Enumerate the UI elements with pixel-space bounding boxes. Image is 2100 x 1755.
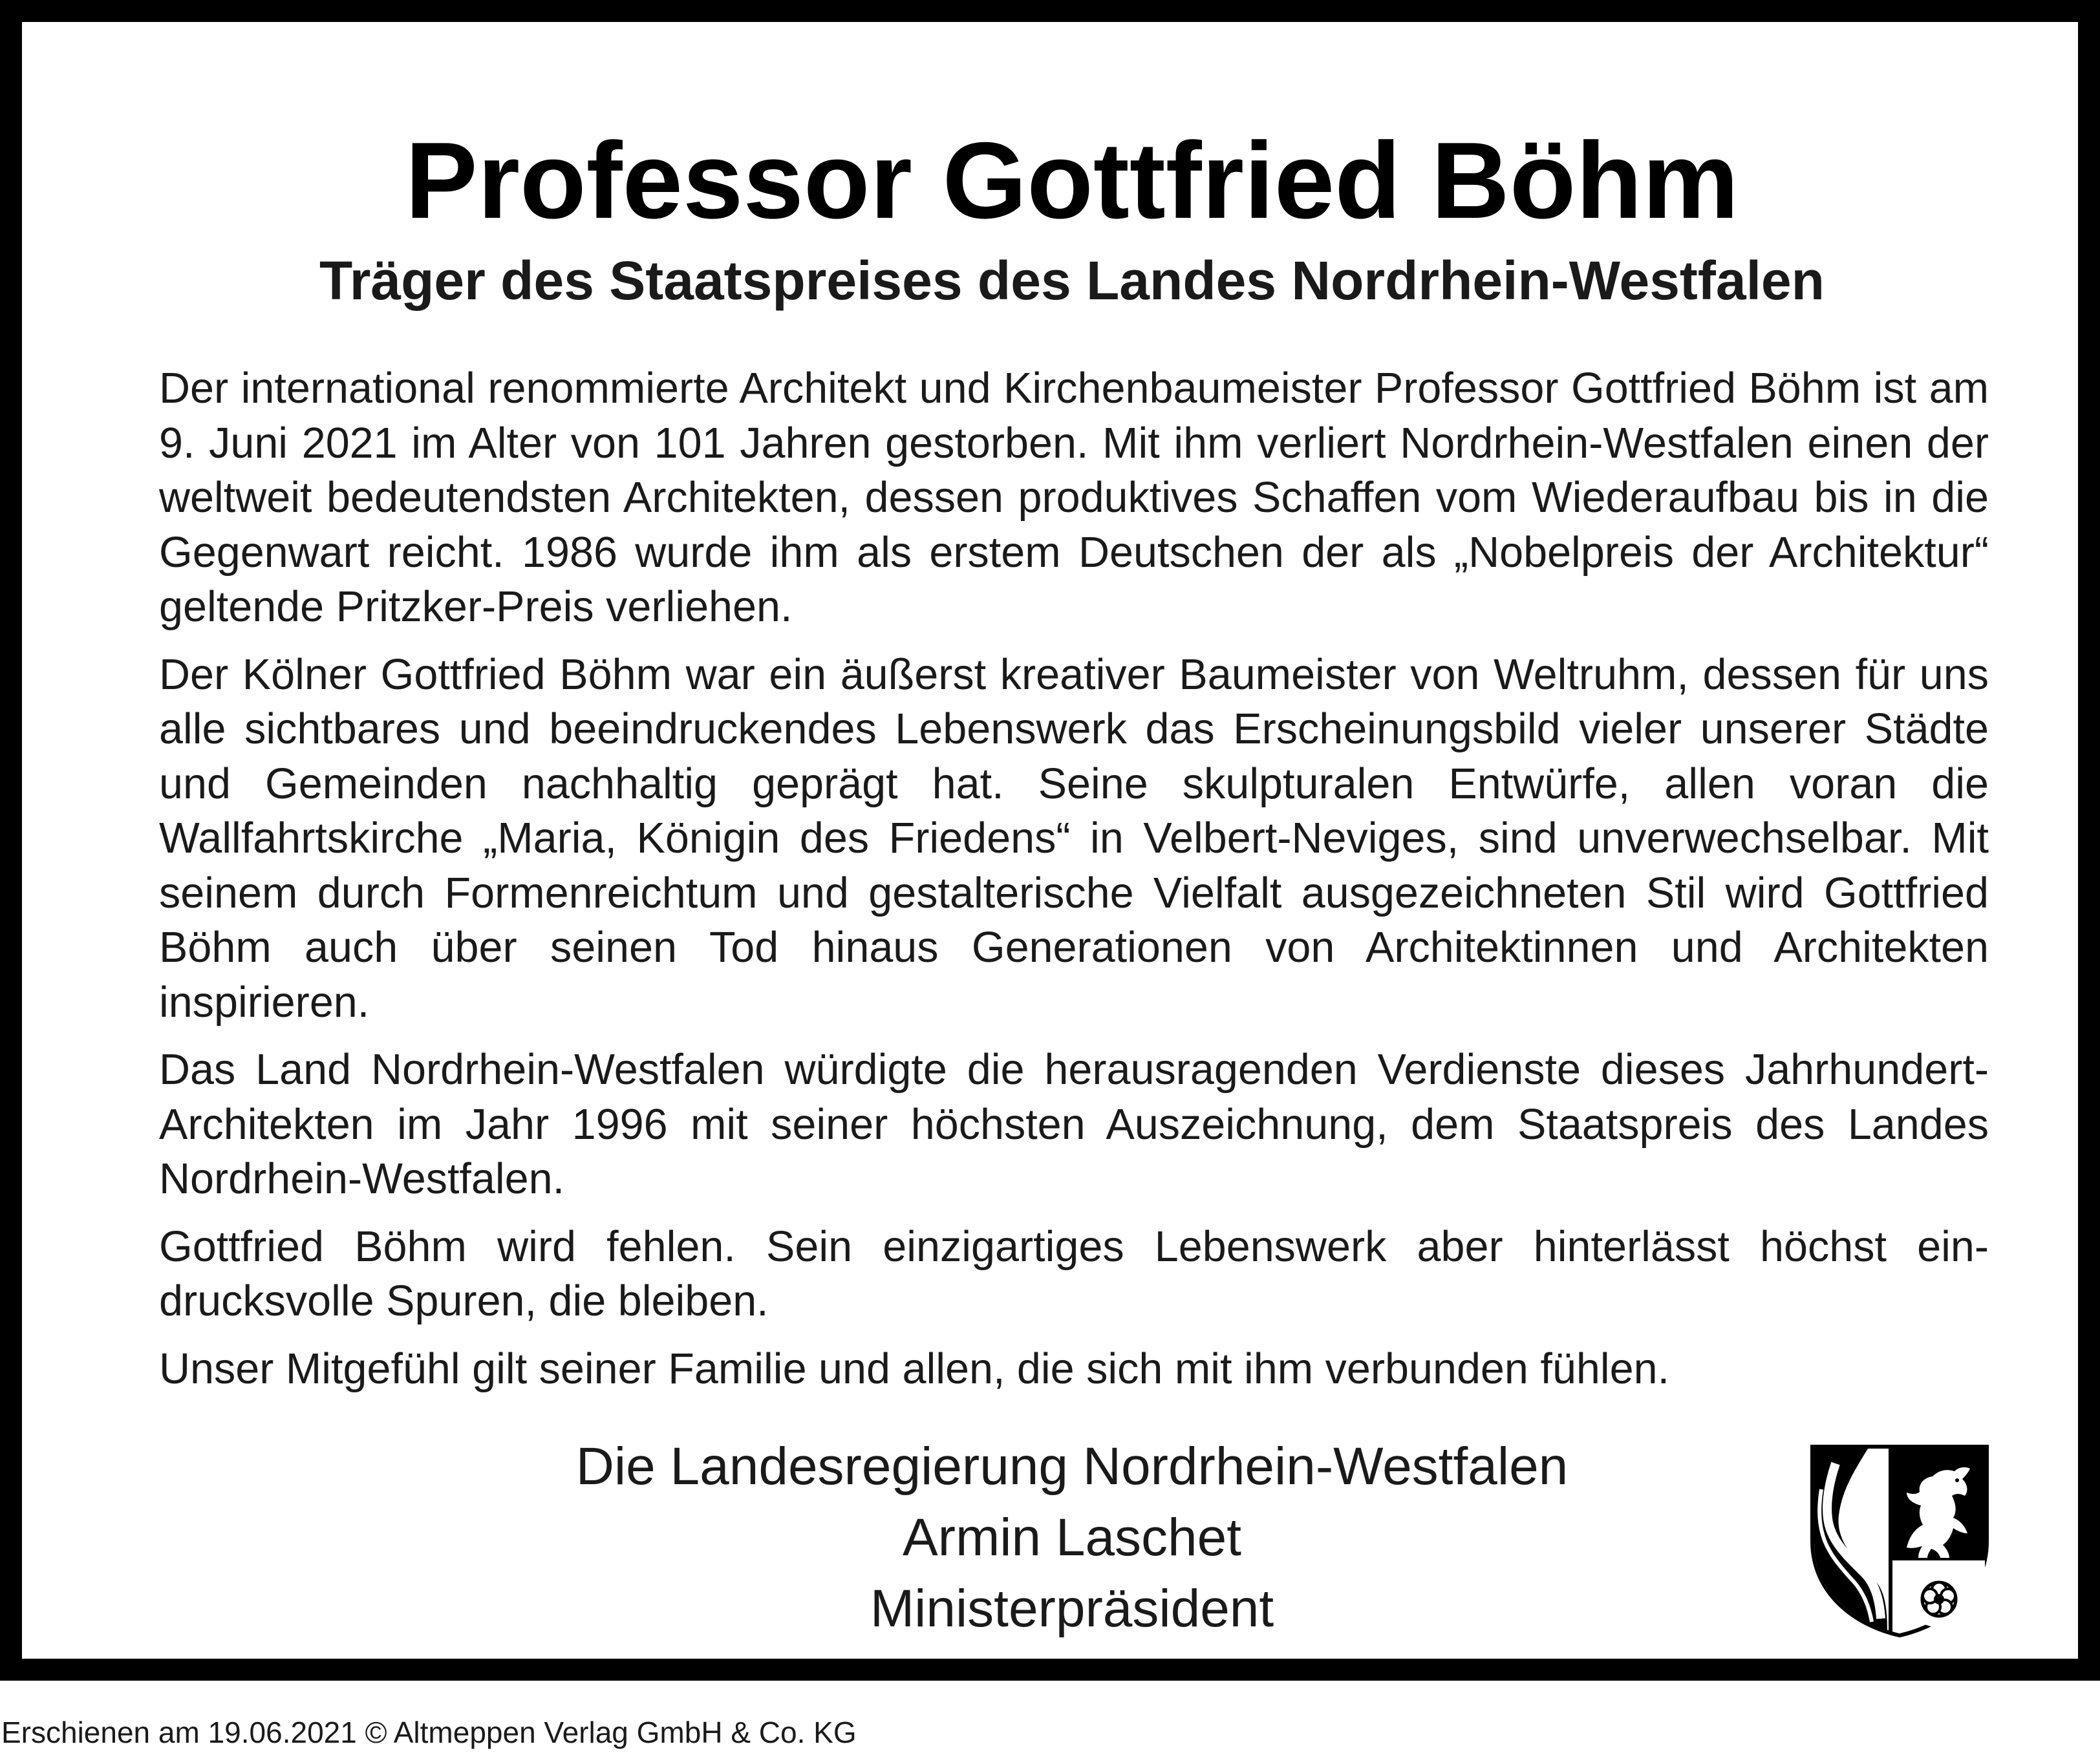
publication-footer: Erschienen am 19.06.2021 © Altmeppen Verlag GmbH & Co. KG — [1, 1716, 857, 1749]
body-paragraph: Unser Mitgefühl gilt seiner Familie und allen, die sich mit ihm verbunden fühlen. — [159, 1345, 1670, 1393]
notice-subtitle: Träger des Staatspreises des Landes Nordrhein-Westfalen — [319, 250, 1825, 311]
signature-name: Armin Laschet — [902, 1508, 1242, 1567]
signature-role: Ministerpräsident — [870, 1579, 1274, 1638]
signature-block — [22, 1431, 2100, 1644]
body-paragraph: Der international renommierte Architekt und Kirchenbaumeister Professor Gottfried Böhm ist am 9. Juni 2021 im Alter von 101 Jahren gestorben. Mit ihm verliert Nordrhein-Westfalen einen der weltweit bedeutendsten Architekten, dessen produktives Schaffen vom Wiederaufbau bis in die Gegenwart reicht. 1986 wurde ihm als erstem Deutschen der als „Nobelpreis der Architektur“ geltende Pritzker-Preis verliehen. — [159, 365, 1989, 631]
notice-body — [159, 361, 1989, 1409]
nrw-coat-of-arms-icon — [1810, 1444, 1989, 1638]
notice-title: Professor Gottfried Böhm — [405, 120, 1739, 241]
body-paragraph: Der Kölner Gottfried Böhm war ein äußerst kreativer Baumeister von Weltruhm, dessen für uns alle sichtbares und beeindruckendes Lebenswerk das Erscheinungsbild vieler unserer Städte und Gemeinden nachhaltig geprägt hat. Seine skulpturalen Entwürfe, allen voran die Wallfahrtskirche „Maria, Königin des Friedens“ in Velbert-Neviges, sind unverwechselbar. Mit seinem durch Formenreichtum und gestalterische Vielfalt ausgezeichneten Stil wird Gottfried Böhm auch über seinen Tod hinaus Generationen von Architektinnen und Architekten inspirieren. — [159, 650, 1989, 1026]
body-paragraph: Das Land Nordrhein-Westfalen würdigte die herausragenden Verdienste dieses Jahrhundert-Architekten im Jahr 1996 mit seiner höchsten Auszeichnung, dem Staatspreis des Landes Nordrhein-Westfalen. — [159, 1046, 1989, 1203]
signature-organization: Die Landesregierung Nordrhein-Westfalen — [575, 1437, 1569, 1496]
body-paragraph: Gottfried Böhm wird fehlen. Sein einzigartiges Lebenswerk aber hinterlässt höchst eindrucksvolle Spuren, die bleiben. — [159, 1222, 1989, 1325]
